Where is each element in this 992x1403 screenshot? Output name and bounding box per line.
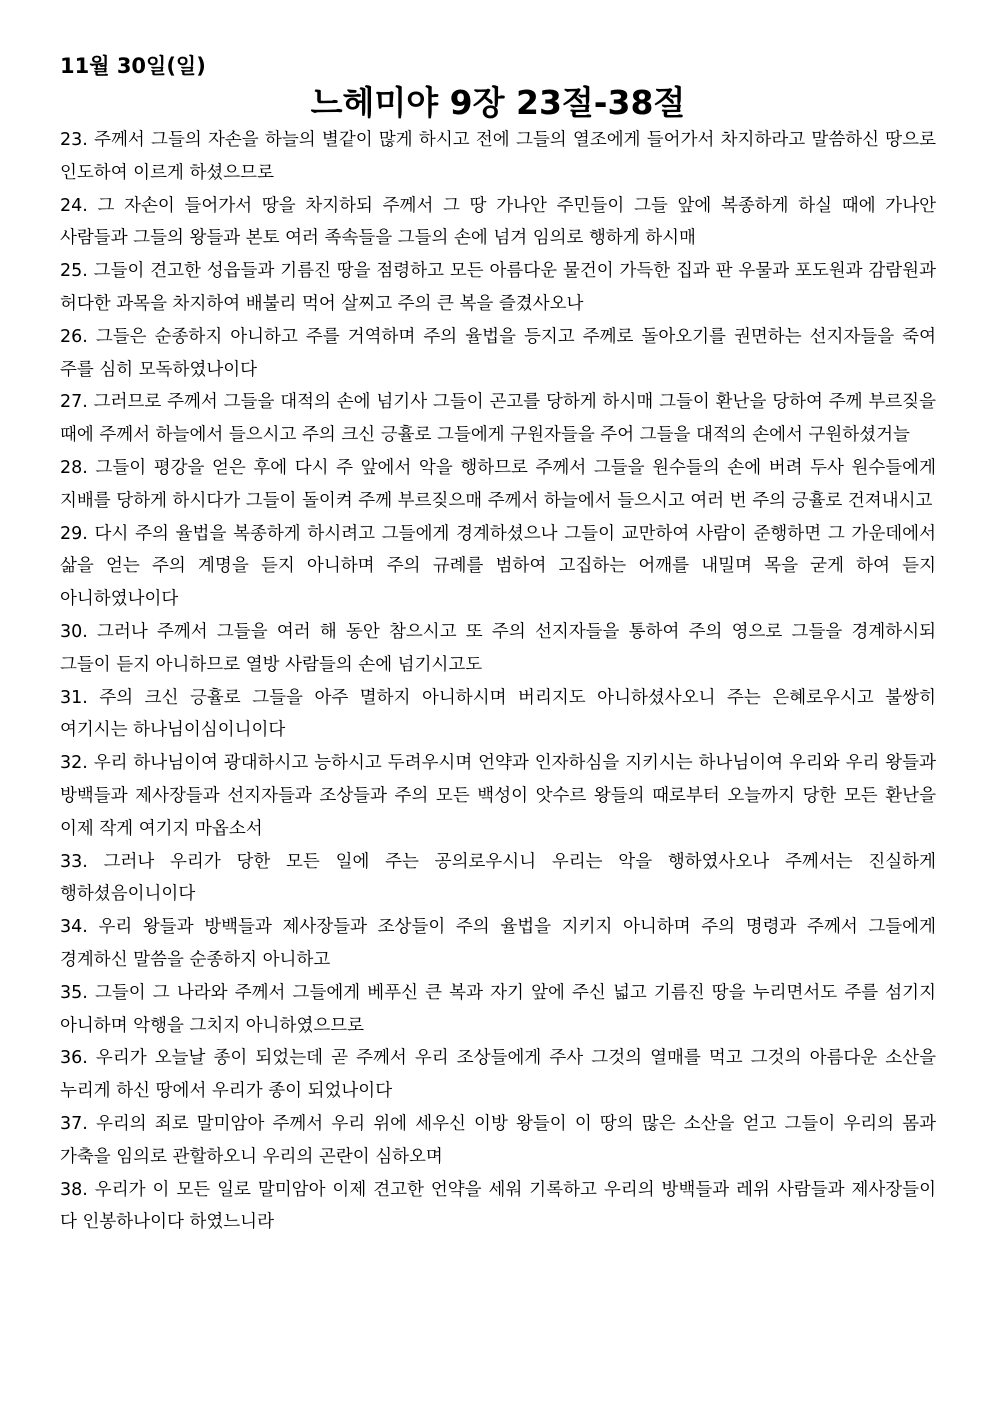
verse-30: 30. 그러나 주께서 그들을 여러 해 동안 참으시고 또 주의 선지자들을 통하여 주의 영으로 그들을 경계하시되 그들이 듣지 아니하므로 열방 사람들의 손에 넘기시고도 [60, 621, 936, 675]
verse-28: 28. 그들이 평강을 얻은 후에 다시 주 앞에서 악을 행하므로 주께서 그들을 원수들의 손에 버려 두사 원수들에게 지배를 당하게 하시다가 그들이 돌이켜 주께 부르짖으매 주께서 하늘에서 들으시고 여러 번 주의 긍휼로 건져내시고 [60, 457, 936, 511]
verse-29: 29. 다시 주의 율법을 복종하게 하시려고 그들에게 경계하셨으나 그들이 교만하여 사람이 준행하면 그 가운데에서 삶을 얻는 주의 계명을 듣지 아니하며 주의 규례를 범하여 고집하는 어깨를 내밀며 목을 굳게 하여 듣지 아니하였나이다 [60, 523, 936, 610]
verse-37: 37. 우리의 죄로 말미암아 주께서 우리 위에 세우신 이방 왕들이 이 땅의 많은 소산을 얻고 그들이 우리의 몸과 가축을 임의로 관할하오니 우리의 곤란이 심하오며 [60, 1113, 936, 1167]
verse-32: 32. 우리 하나님이여 광대하시고 능하시고 두려우시며 언약과 인자하심을 지키시는 하나님이여 우리와 우리 왕들과 방백들과 제사장들과 선지자들과 조상들과 주의 모든 백성이 앗수르 왕들의 때로부터 오늘까지 당한 모든 환난을 이제 작게 여기지 마옵소서 [60, 753, 936, 839]
verse-38: 38. 우리가 이 모든 일로 말미암아 이제 견고한 언약을 세워 기록하고 우리의 방백들과 레위 사람들과 제사장들이 다 인봉하나이다 하였느니라 [60, 1179, 936, 1233]
verse-35: 35. 그들이 그 나라와 주께서 그들에게 베푸신 큰 복과 자기 앞에 주신 넓고 기름진 땅을 누리면서도 주를 섬기지 아니하며 악행을 그치지 아니하였으므로 [60, 982, 936, 1036]
verse-31: 31. 주의 크신 긍휼로 그들을 아주 멸하지 아니하시며 버리지도 아니하셨사오니 주는 은혜로우시고 불쌍히 여기시는 하나님이심이니이다 [60, 687, 936, 741]
date-heading: 11월 30일(일) [60, 54, 206, 78]
verse-27: 27. 그러므로 주께서 그들을 대적의 손에 넘기사 그들이 곤고를 당하게 하시매 그들이 환난을 당하여 주께 부르짖을 때에 주께서 하늘에서 들으시고 주의 크신 긍휼로 그들에게 구원자들을 주어 그들을 대적의 손에서 구원하셨거늘 [60, 392, 936, 446]
document-page [60, 50, 936, 1239]
verse-25: 25. 그들이 견고한 성읍들과 기름진 땅을 점령하고 모든 아름다운 물건이 가득한 집과 판 우물과 포도원과 감람원과 허다한 과목을 차지하여 배불리 먹어 살찌고 주의 큰 복을 즐겼사오나 [60, 261, 936, 314]
verse-33: 33. 그러나 우리가 당한 모든 일에 주는 공의로우시니 우리는 악을 행하였사오나 주께서는 진실하게 행하셨음이니이다 [60, 851, 936, 905]
verse-36: 36. 우리가 오늘날 종이 되었는데 곧 주께서 우리 조상들에게 주사 그것의 열매를 먹고 그것의 아름다운 소산을 누리게 하신 땅에서 우리가 종이 되었나이다 [60, 1048, 936, 1102]
verse-list [60, 124, 936, 1239]
verse-34: 34. 우리 왕들과 방백들과 제사장들과 조상들이 주의 율법을 지키지 아니하며 주의 명령과 주께서 그들에게 경계하신 말씀을 순종하지 아니하고 [60, 917, 936, 970]
verse-23: 23. 주께서 그들의 자손을 하늘의 별같이 많게 하시고 전에 그들의 열조에게 들어가서 차지하라고 말씀하신 땅으로 인도하여 이르게 하셨으므로 [60, 130, 936, 183]
verse-26: 26. 그들은 순종하지 아니하고 주를 거역하며 주의 율법을 등지고 주께로 돌아오기를 권면하는 선지자들을 죽여 주를 심히 모독하였나이다 [60, 326, 936, 380]
verse-24: 24. 그 자손이 들어가서 땅을 차지하되 주께서 그 땅 가나안 주민들이 그들 앞에 복종하게 하실 때에 가나안 사람들과 그들의 왕들과 본토 여러 족속들을 그들의 손에 넘겨 임의로 행하게 하시매 [60, 195, 936, 249]
page-title: 느헤미야 9장 23절-38절 [310, 83, 686, 122]
